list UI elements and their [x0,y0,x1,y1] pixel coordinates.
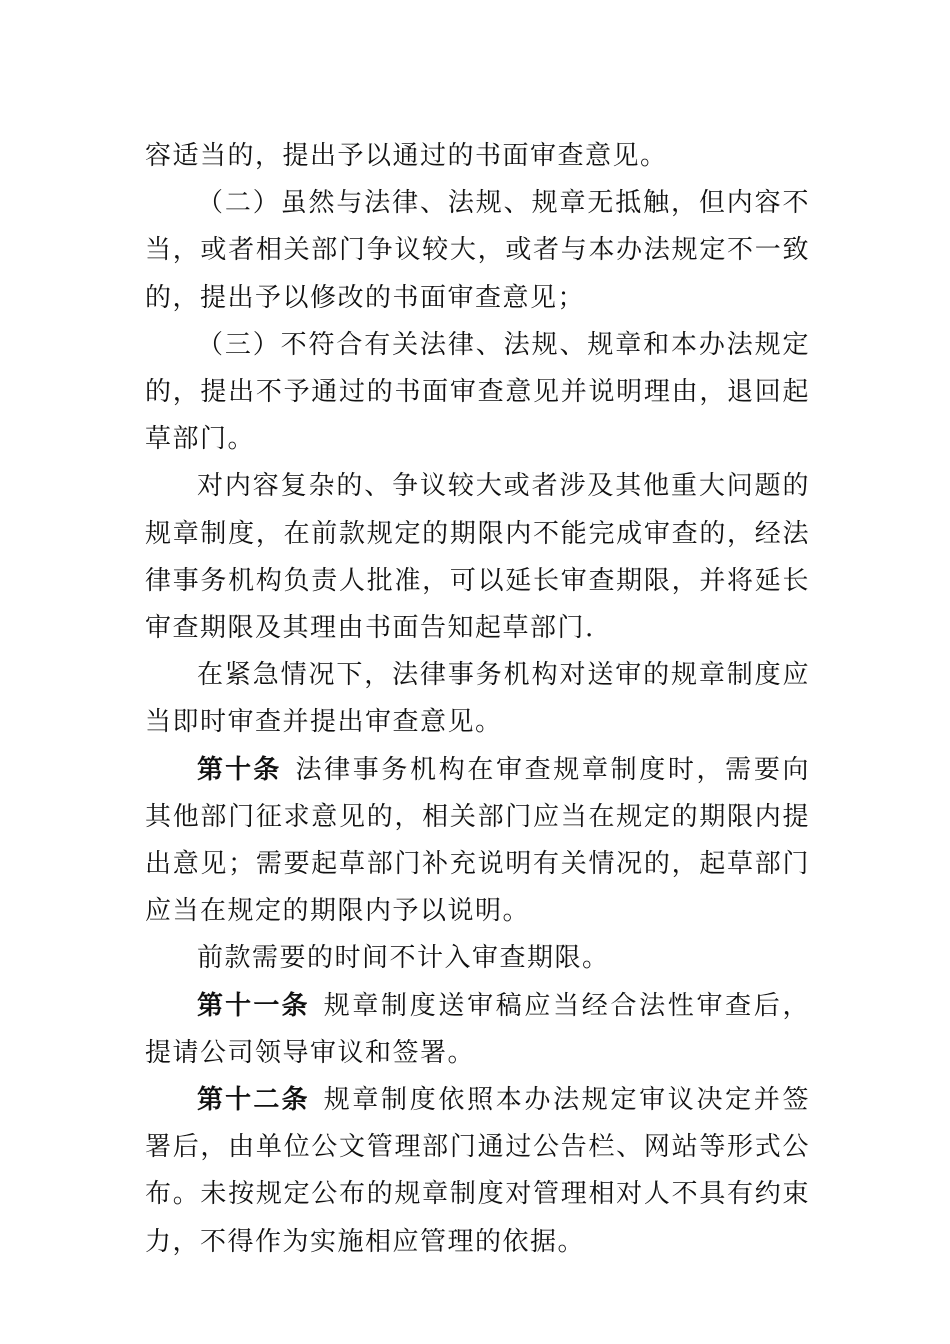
paragraph-text: 法律事务机构在审查规章制度时，需要向其他部门征求意见的，相关部门应当在规定的期限内提出意见；需要起草部门补充说明有关情况的，起草部门应当在规定的期限内予以说明。 [145,754,810,927]
paragraph-extension [145,463,810,652]
paragraph-item-three [145,322,810,464]
paragraph-time-note [145,935,810,982]
paragraph-text: 前款需要的时间不计入审查期限。 [197,943,610,974]
article-heading: 第十二条 [197,1085,310,1116]
article-eleven [145,983,810,1077]
article-heading: 第十一条 [197,990,310,1021]
paragraph-text: 在紧急情况下，法律事务机构对送审的规章制度应当即时审查并提出审查意见。 [145,660,810,738]
paragraph-continuation [145,133,810,180]
paragraph-text: 容适当的，提出予以通过的书面审查意见。 [145,141,668,171]
paragraph-text: 对内容复杂的、争议较大或者涉及其他重大问题的规章制度，在前款规定的期限内不能完成审查的，经法律事务机构负责人批准，可以延长审查期限，并将延长审查期限及其理由书面告知起草部门. [145,471,810,644]
paragraph-text: （三）不符合有关法律、法规、规章和本办法规定的，提出不予通过的书面审查意见并说明理由，退回起草部门。 [145,329,810,455]
paragraph-item-two [145,180,810,322]
paragraph-text: 规章制度送审稿应当经合法性审查后，提请公司领导审议和签署。 [145,990,810,1068]
paragraph-emergency [145,652,810,746]
article-ten [145,747,810,936]
article-twelve [145,1077,810,1266]
paragraph-text: 规章制度依照本办法规定审议决定并签署后，由单位公文管理部门通过公告栏、网站等形式公布。未按规定公布的规章制度对管理相对人不具有约束力，不得作为实施相应管理的依据。 [145,1085,810,1257]
article-heading: 第十条 [197,754,282,785]
paragraph-text: （二）虽然与法律、法规、规章无抵触，但内容不当，或者相关部门争议较大，或者与本办法规定不一致的，提出予以修改的书面审查意见； [145,188,810,313]
document-body [145,133,810,1266]
